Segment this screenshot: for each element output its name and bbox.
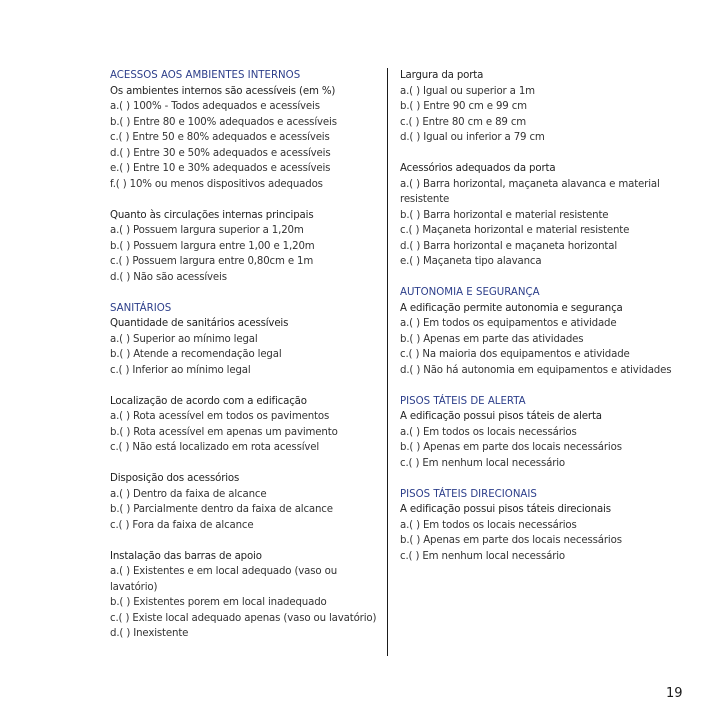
question-heading: Largura da porta <box>400 70 484 81</box>
question-heading: A edificação possui pisos táteis direcionais <box>400 504 611 515</box>
answer-option[interactable]: a.( ) Possuem largura superior a 1,20m <box>110 225 304 236</box>
answer-option[interactable]: b.( ) Apenas em parte das atividades <box>400 333 584 345</box>
question-section <box>400 394 700 472</box>
question-heading: Os ambientes internos são acessíveis (em %) <box>110 85 336 97</box>
answer-option[interactable]: c.( ) Maçaneta horizontal e material resistente <box>400 225 630 236</box>
answer-option[interactable]: c.( ) Entre 50 e 80% adequados e acessíveis <box>110 132 330 143</box>
question-section <box>400 161 700 270</box>
answer-option[interactable]: a.( ) Em todos os locais necessários <box>400 426 577 438</box>
answer-option[interactable]: e.( ) Entre 10 e 30% adequados e acessíveis <box>110 163 331 174</box>
answer-option[interactable]: b.( ) Rota acessível em apenas um pavimento <box>110 426 338 438</box>
right-column <box>400 68 700 580</box>
answer-option[interactable]: b.( ) Barra horizontal e material resistente <box>400 209 609 221</box>
left-column <box>110 68 380 657</box>
answer-option[interactable]: d.( ) Inexistente <box>110 628 189 639</box>
answer-option[interactable]: a.( ) Em todos os equipamentos e atividade <box>400 318 617 329</box>
answer-option[interactable]: d.( ) Barra horizontal e maçaneta horizontal <box>400 240 618 252</box>
answer-option[interactable]: b.( ) Apenas em parte dos locais necessários <box>400 442 622 453</box>
question-heading: Acessórios adequados da porta <box>400 163 556 174</box>
question-section <box>400 285 700 378</box>
question-heading: A edificação permite autonomia e segurança <box>400 302 623 314</box>
answer-option[interactable]: b.( ) Atende a recomendação legal <box>110 349 282 360</box>
answer-option[interactable]: c.( ) Em nenhum local necessário <box>400 457 566 469</box>
answer-option[interactable]: c.( ) Não está localizado em rota acessível <box>110 442 320 453</box>
answer-option[interactable]: d.( ) Entre 30 e 50% adequados e acessíveis <box>110 147 331 159</box>
section-category: PISOS TÁTEIS DIRECIONAIS <box>400 488 537 500</box>
answer-option[interactable]: b.( ) Existentes porem em local inadequado <box>110 597 327 608</box>
question-section <box>110 549 380 642</box>
answer-option[interactable]: a.( ) Existentes e em local adequado (vaso ou lavatório) <box>110 566 337 593</box>
answer-option[interactable]: a.( ) Barra horizontal, maçaneta alavanca e material resistente <box>400 178 660 205</box>
answer-option[interactable]: c.( ) Existe local adequado apenas (vaso ou lavatório) <box>110 612 377 624</box>
answer-option[interactable]: a.( ) Em todos os locais necessários <box>400 519 577 531</box>
question-section <box>110 471 380 533</box>
question-heading: Disposição dos acessórios <box>110 473 240 484</box>
question-heading: Instalação das barras de apoio <box>110 550 262 562</box>
answer-option[interactable]: c.( ) Fora da faixa de alcance <box>110 519 254 531</box>
question-section <box>110 68 380 192</box>
answer-option[interactable]: c.( ) Inferior ao mínimo legal <box>110 364 251 376</box>
answer-option[interactable]: b.( ) Parcialmente dentro da faixa de alcance <box>110 504 333 515</box>
answer-option[interactable]: a.( ) Superior ao mínimo legal <box>110 333 258 345</box>
answer-option[interactable]: d.( ) Não há autonomia em equipamentos e atividades <box>400 364 672 376</box>
answer-option[interactable]: a.( ) 100% - Todos adequados e acessíveis <box>110 101 320 112</box>
answer-option[interactable]: b.( ) Entre 90 cm e 99 cm <box>400 101 527 112</box>
answer-option[interactable]: e.( ) Maçaneta tipo alavanca <box>400 256 542 267</box>
section-category: AUTONOMIA E SEGURANÇA <box>400 287 540 298</box>
section-category: SANITÁRIOS <box>110 302 172 314</box>
question-heading: Quanto às circulações internas principais <box>110 209 314 221</box>
section-category: PISOS TÁTEIS DE ALERTA <box>400 395 526 407</box>
answer-option[interactable]: c.( ) Na maioria dos equipamentos e atividade <box>400 349 630 360</box>
answer-option[interactable]: c.( ) Em nenhum local necessário <box>400 550 566 562</box>
question-section <box>110 394 380 456</box>
answer-option[interactable]: d.( ) Igual ou inferior a 79 cm <box>400 132 545 143</box>
answer-option[interactable]: f.( ) 10% ou menos dispositivos adequados <box>110 178 323 190</box>
answer-option[interactable]: b.( ) Entre 80 e 100% adequados e acessíveis <box>110 116 337 128</box>
answer-option[interactable]: b.( ) Possuem largura entre 1,00 e 1,20m <box>110 240 315 252</box>
question-section <box>400 487 700 565</box>
answer-option[interactable]: a.( ) Dentro da faixa de alcance <box>110 488 267 500</box>
page-number: 19 <box>666 686 683 701</box>
column-divider <box>387 68 388 656</box>
section-category: ACESSOS AOS AMBIENTES INTERNOS <box>110 70 301 81</box>
question-heading: A edificação possui pisos táteis de alerta <box>400 411 602 422</box>
question-section <box>110 301 380 379</box>
answer-option[interactable]: c.( ) Entre 80 cm e 89 cm <box>400 116 527 128</box>
question-section <box>400 68 700 146</box>
answer-option[interactable]: a.( ) Rota acessível em todos os pavimentos <box>110 411 330 422</box>
answer-option[interactable]: d.( ) Não são acessíveis <box>110 271 227 283</box>
question-section <box>110 208 380 286</box>
answer-option[interactable]: a.( ) Igual ou superior a 1m <box>400 85 535 97</box>
question-heading: Quantidade de sanitários acessíveis <box>110 318 289 329</box>
answer-option[interactable]: b.( ) Apenas em parte dos locais necessários <box>400 535 622 546</box>
answer-option[interactable]: c.( ) Possuem largura entre 0,80cm e 1m <box>110 256 314 267</box>
question-heading: Localização de acordo com a edificação <box>110 395 307 407</box>
